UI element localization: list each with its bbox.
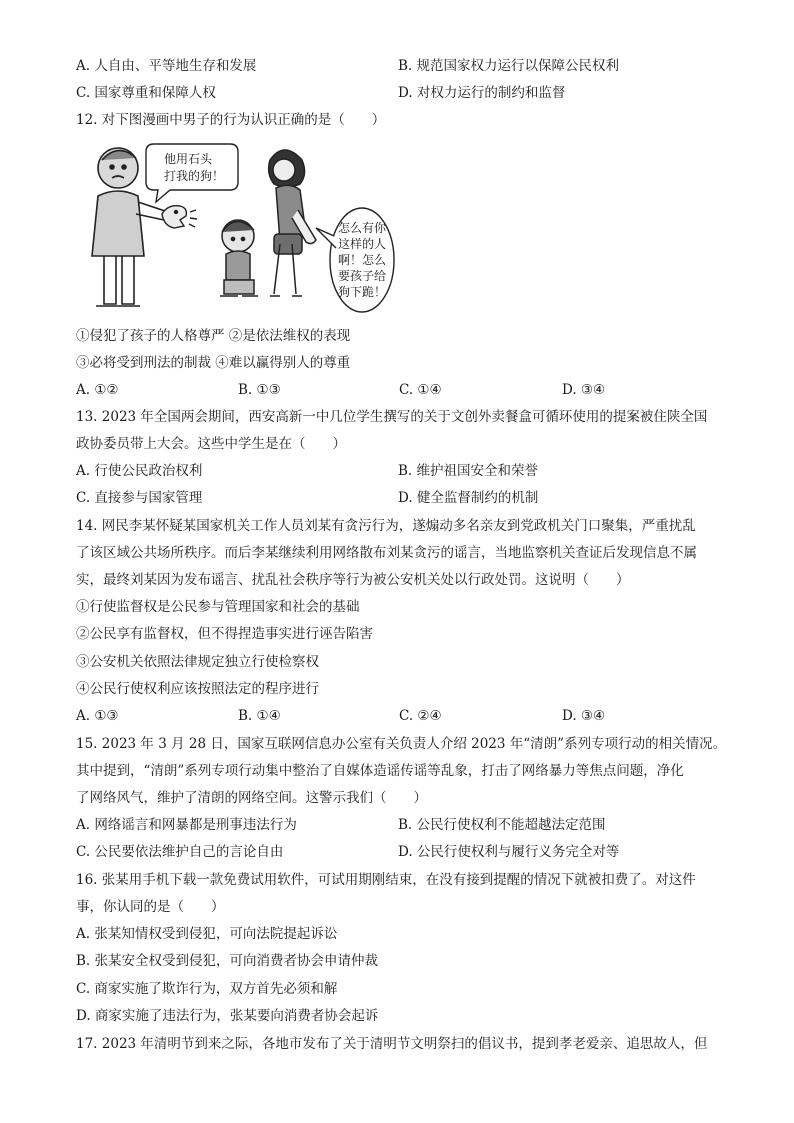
q14-option-c: C. ②④ bbox=[399, 708, 442, 724]
q12-statement-2: ③必将受到刑法的制裁 ④难以赢得别人的尊重 bbox=[76, 355, 351, 371]
q11-option-a: A. 人自由、平等地生存和发展 bbox=[76, 58, 257, 74]
q13-option-d: D. 健全监督制约的机制 bbox=[398, 490, 539, 506]
q14-option-d: D. ③④ bbox=[562, 708, 606, 724]
q16-option-b: B. 张某安全权受到侵犯，可向消费者协会申请仲裁 bbox=[76, 953, 379, 969]
q14-statement-1: ①行使监督权是公民参与管理国家和社会的基础 bbox=[76, 599, 360, 615]
comic-svg bbox=[80, 140, 400, 318]
q15-stem-line-1: 15. 2023 年 3 月 28 日，国家互联网信息办公室有关负责人介绍 2023 年“清朗”系列专项行动的相关情况。 bbox=[76, 736, 727, 752]
q14-stem-line-1: 14. 网民李某怀疑某国家机关工作人员刘某有贪污行为，遂煽动多名亲友到党政机关门口聚集，严重扰乱 bbox=[76, 518, 696, 534]
q13-stem-line-1: 13. 2023 年全国两会期间，西安高新一中几位学生撰写的关于文创外卖餐盒可循环使用的提案被住陕全国 bbox=[76, 409, 708, 425]
q12-option-c: C. ①④ bbox=[399, 382, 442, 398]
boy-figure bbox=[220, 220, 258, 296]
q13-stem-line-2: 政协委员带上大会。这些中学生是在（ ） bbox=[76, 436, 346, 452]
dog-figure bbox=[162, 206, 197, 228]
q15-stem-line-2: 其中提到，“清朗”系列专项行动集中整治了自媒体造谣传谣等乱象，打击了网络暴力等焦点问题，净化 bbox=[76, 763, 684, 779]
woman-bubble-line-3: 啊！怎么 bbox=[338, 253, 387, 267]
man-bubble-line-1: 他用石头 bbox=[164, 152, 213, 166]
q12-option-b: B. ①③ bbox=[238, 382, 281, 398]
woman-bubble-line-5: 狗下跪！ bbox=[338, 285, 387, 299]
q13-option-a: A. 行使公民政治权利 bbox=[76, 463, 203, 479]
q12-option-a: A. ①② bbox=[76, 382, 119, 398]
q16-stem-line-2: 事，你认同的是（ ） bbox=[76, 899, 225, 915]
woman-figure bbox=[269, 150, 316, 296]
q12-comic-illustration bbox=[80, 140, 400, 318]
q14-statement-2: ②公民享有监督权，但不得捏造事实进行诬告陷害 bbox=[76, 626, 373, 642]
q14-stem-line-3: 实，最终刘某因为发布谣言、扰乱社会秩序等行为被公安机关处以行政处罚。这说明（ ） bbox=[76, 572, 630, 588]
woman-bubble-line-2: 这样的人 bbox=[338, 237, 387, 251]
man-bubble-line-2: 打我的狗！ bbox=[164, 169, 225, 183]
q16-option-d: D. 商家实施了违法行为，张某要向消费者协会起诉 bbox=[76, 1008, 379, 1024]
q16-option-c: C. 商家实施了欺诈行为，双方首先必须和解 bbox=[76, 981, 338, 997]
q13-option-b: B. 维护祖国安全和荣誉 bbox=[398, 463, 539, 479]
q14-statement-4: ④公民行使权利应该按照法定的程序进行 bbox=[76, 681, 319, 697]
q14-option-b: B. ①④ bbox=[238, 708, 281, 724]
q15-stem-line-3: 了网络风气，维护了清朗的网络空间。这警示我们（ ） bbox=[76, 790, 427, 806]
q12-stem: 12. 对下图漫画中男子的行为认识正确的是（ ） bbox=[76, 112, 386, 128]
q15-option-a: A. 网络谣言和网暴都是刑事违法行为 bbox=[76, 817, 297, 833]
q14-statement-3: ③公安机关依照法律规定独立行使检察权 bbox=[76, 654, 319, 670]
q16-stem-line-1: 16. 张某用手机下载一款免费试用软件，可试用期刚结束，在没有接到提醒的情况下就被扣费了。对这件 bbox=[76, 872, 696, 888]
q11-option-b: B. 规范国家权力运行以保障公民权利 bbox=[398, 58, 620, 74]
q14-option-a: A. ①③ bbox=[76, 708, 119, 724]
q15-option-d: D. 公民行使权利与履行义务完全对等 bbox=[398, 844, 620, 860]
q12-option-d: D. ③④ bbox=[562, 382, 606, 398]
q17-stem-line-1: 17. 2023 年清明节到来之际，各地市发布了关于清明节文明祭扫的倡议书，提到孝老爱亲、追思故人，但 bbox=[76, 1036, 708, 1052]
q14-stem-line-2: 了该区域公共场所秩序。而后李某继续利用网络散布刘某贪污的谣言，当地监察机关查证后发现信息不属 bbox=[76, 545, 697, 561]
q13-option-c: C. 直接参与国家管理 bbox=[76, 490, 203, 506]
q15-option-b: B. 公民行使权利不能超越法定范围 bbox=[398, 817, 606, 833]
q16-option-a: A. 张某知情权受到侵犯，可向法院提起诉讼 bbox=[76, 926, 338, 942]
woman-speech-bubble bbox=[316, 208, 394, 312]
man-speech-bubble bbox=[146, 144, 238, 202]
q15-option-c: C. 公民要依法维护自己的言论自由 bbox=[76, 844, 284, 860]
q11-option-c: C. 国家尊重和保障人权 bbox=[76, 85, 216, 101]
woman-bubble-line-4: 要孩子给 bbox=[338, 269, 387, 283]
q12-statement-1: ①侵犯了孩子的人格尊严 ②是依法维权的表现 bbox=[76, 328, 351, 344]
q11-option-d: D. 对权力运行的制约和监督 bbox=[398, 85, 566, 101]
woman-bubble-line-1: 怎么有你 bbox=[338, 221, 387, 235]
